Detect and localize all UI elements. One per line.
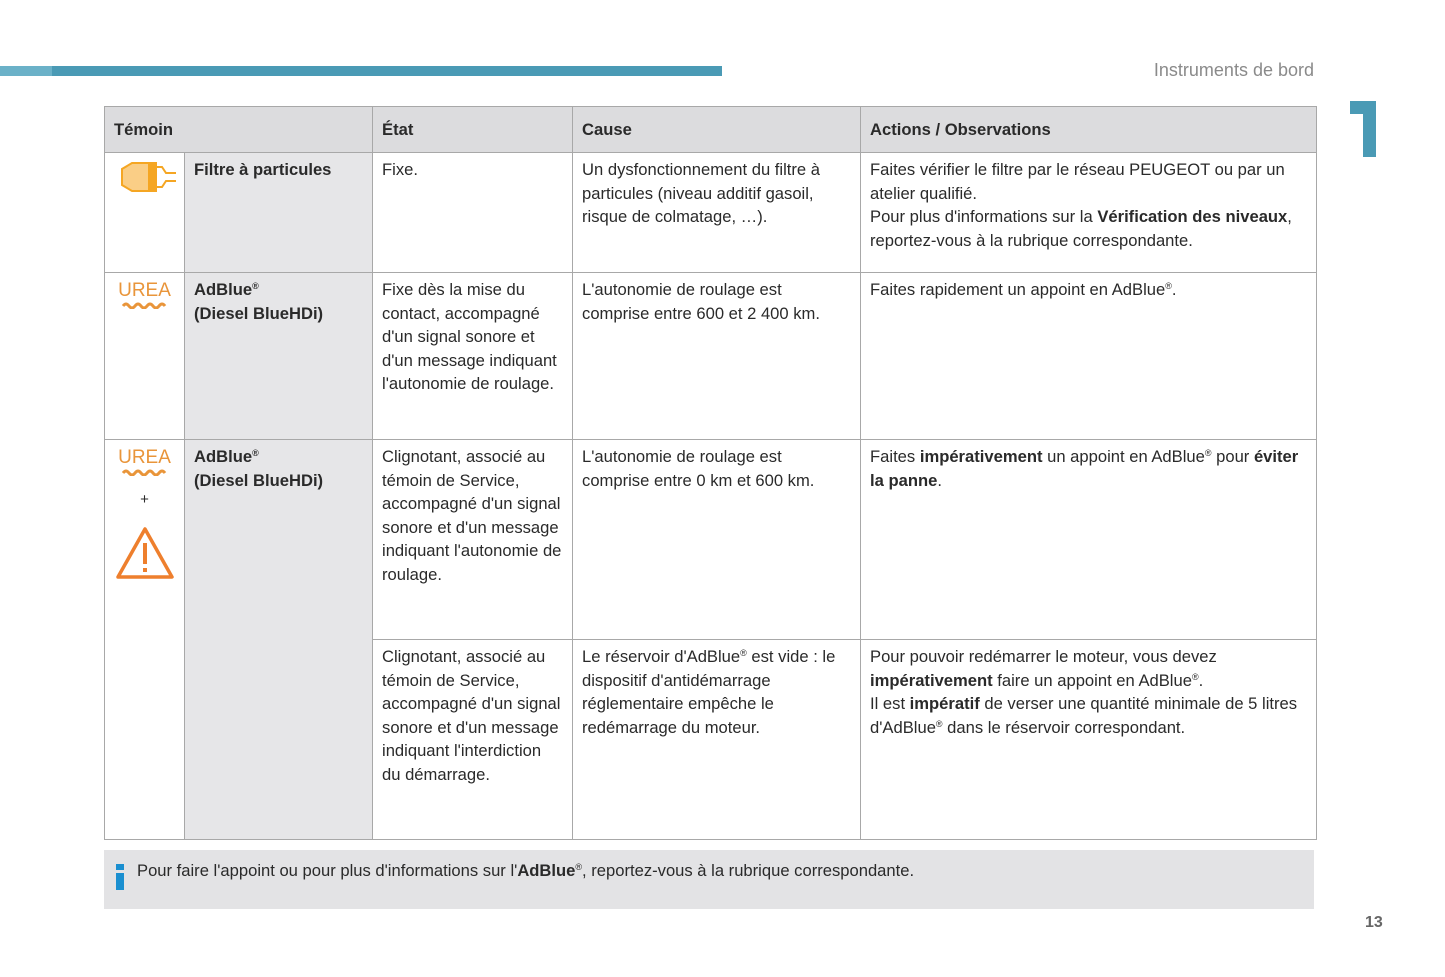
header-accent-bar — [0, 66, 722, 76]
table-row — [105, 153, 1317, 273]
info-note — [104, 850, 1314, 909]
info-icon — [115, 864, 125, 890]
col-temoin: Témoin — [105, 107, 373, 153]
col-etat: État — [373, 107, 573, 153]
page-number: 13 — [1365, 914, 1383, 931]
table-row — [105, 273, 1317, 440]
state: Clignotant, associé au témoin de Service, accompagné d'un signal sonore et d'un message indiquant l'interdiction du démarrage. — [373, 640, 573, 840]
icon-cell — [105, 273, 185, 440]
section-title: Instruments de bord — [1153, 60, 1314, 80]
state: Clignotant, associé au témoin de Service, accompagné d'un signal sonore et d'un message indiquant l'autonomie de roulage. — [373, 440, 573, 640]
icon-cell — [105, 440, 185, 840]
cause: L'autonomie de roulage est comprise entre 0 km et 600 km. — [573, 440, 861, 640]
item-name: AdBlue® (Diesel BlueHDi) — [185, 440, 373, 840]
col-cause: Cause — [573, 107, 861, 153]
plus-sign: + — [140, 491, 149, 508]
actions: Pour pouvoir redémarrer le moteur, vous devez impérativement faire un appoint en AdBlue®. Il est impératif de verser une quantité minimale de 5 litres d'AdBlue® dans le réservoir correspondant. — [861, 640, 1317, 840]
state: Fixe dès la mise du contact, accompagné d'un signal sonore et d'un message indiquant l'autonomie de roulage. — [373, 273, 573, 440]
actions: Faites vérifier le filtre par le réseau PEUGEOT ou par un atelier qualifié. Pour plus d'informations sur la Vérification des niveaux, reportez-vous à la rubrique correspondante. — [861, 153, 1317, 273]
cause: L'autonomie de roulage est comprise entre 600 et 2 400 km. — [573, 273, 861, 440]
table-row — [105, 440, 1317, 640]
table-header-row — [105, 107, 1317, 153]
urea-icon: UREA — [105, 448, 184, 476]
urea-icon: UREA — [105, 281, 184, 309]
particle-filter-icon — [114, 161, 176, 193]
item-name: Filtre à particules — [185, 153, 373, 273]
cause: Le réservoir d'AdBlue® est vide : le dispositif d'antidémarrage réglementaire empêche le redémarrage du moteur. — [573, 640, 861, 840]
warning-triangle-icon — [115, 526, 175, 580]
warning-lights-table — [104, 106, 1317, 840]
icon-cell — [105, 153, 185, 273]
state: Fixe. — [373, 153, 573, 273]
item-name: AdBlue® (Diesel BlueHDi) — [185, 273, 373, 440]
actions: Faites impérativement un appoint en AdBlue® pour éviter la panne. — [861, 440, 1317, 640]
col-actions: Actions / Observations — [861, 107, 1317, 153]
cause: Un dysfonctionnement du filtre à particules (niveau additif gasoil, risque de colmatage, …). — [573, 153, 861, 273]
chapter-number-1 — [1350, 101, 1376, 157]
actions: Faites rapidement un appoint en AdBlue®. — [861, 273, 1317, 440]
info-text: Pour faire l'appoint ou pour plus d'informations sur l'AdBlue®, reportez-vous à la rubrique correspondante. — [137, 861, 915, 880]
